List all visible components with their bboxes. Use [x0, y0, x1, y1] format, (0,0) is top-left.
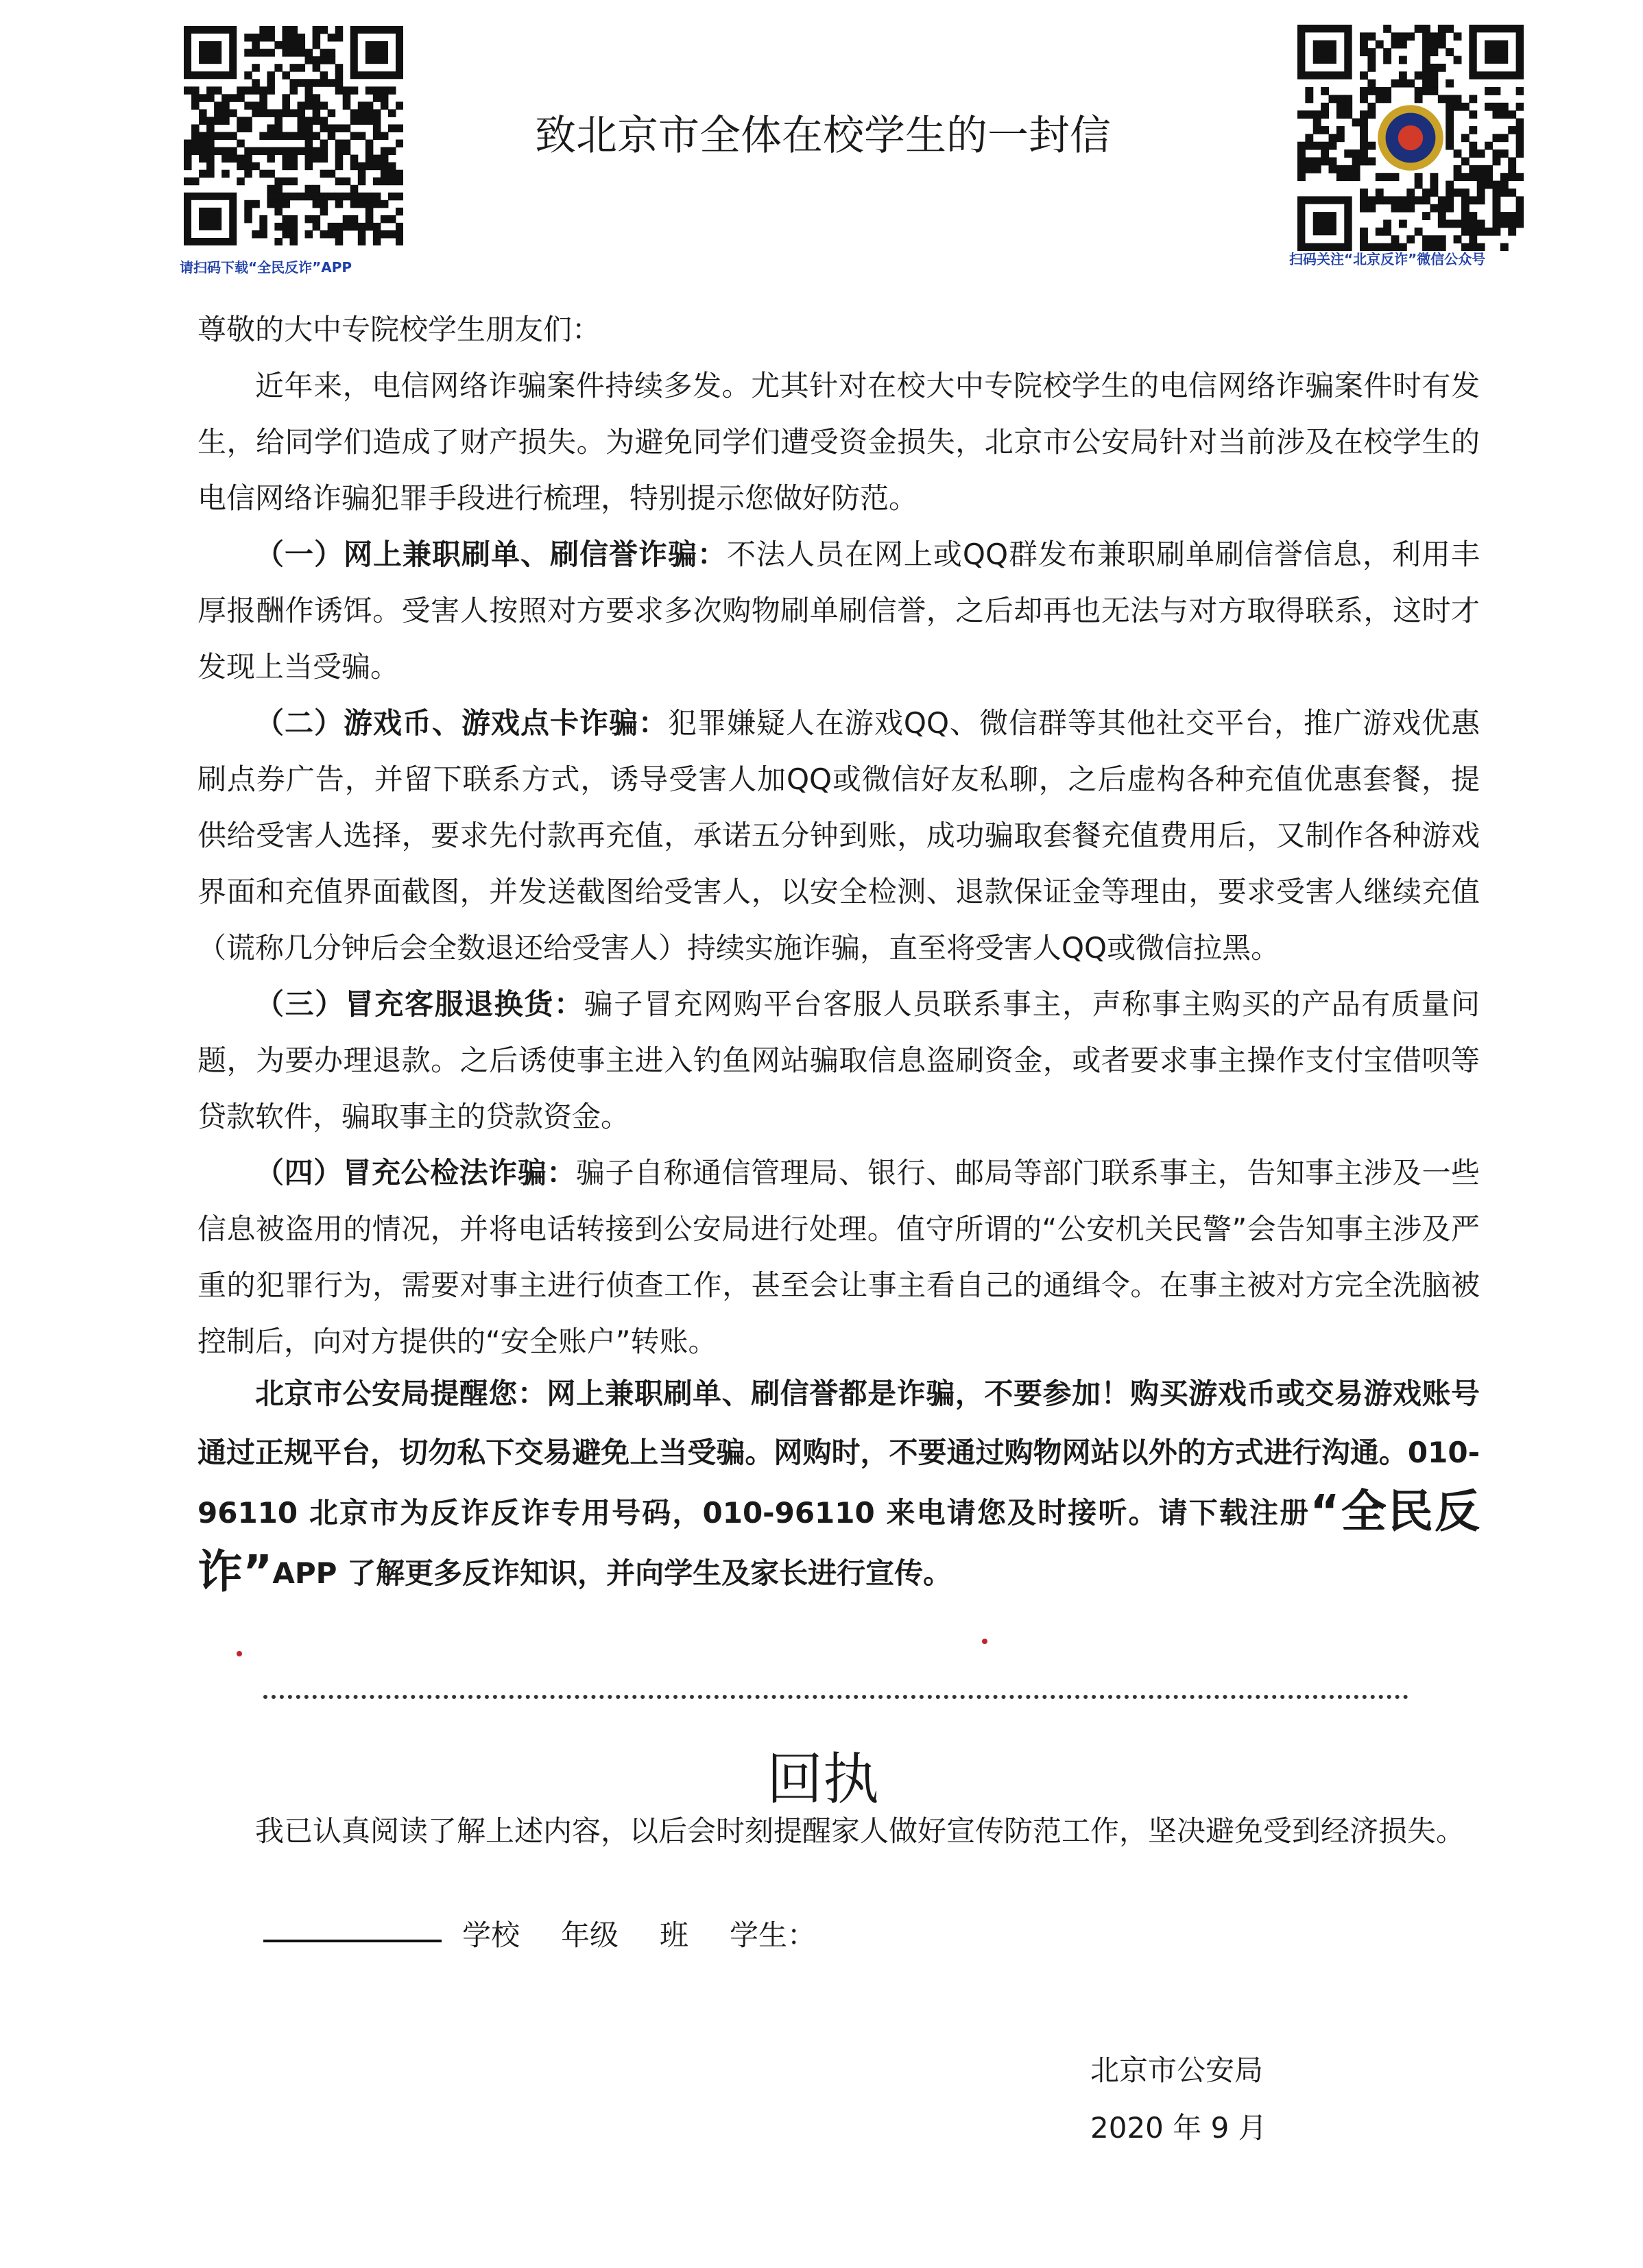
greeting: 尊敬的大中专院校学生朋友们： — [197, 313, 601, 346]
receipt-text: 我已认真阅读了解上述内容，以后会时刻提醒家人做好宣传防范工作，坚决避免受到经济损失。 — [255, 1814, 1465, 1848]
signature-block — [1090, 2042, 1267, 2157]
item-text: 骗子自称通信管理局、银行、邮局等部门联系事主，告知事主涉及一些信息被盗用的情况，并将电话转接到公安局进行处理。值守所谓的“公安机关民警”会告知事主涉及严重的犯罪行为，需要对事主进行侦查工作，甚至会让事主看自己的通缉令。在事主被对方完全洗脑被控制后，向对方提供的“安全账户”转账。 — [197, 1156, 1480, 1358]
school-blank-field[interactable] — [263, 1940, 442, 1942]
letter-body — [197, 302, 1480, 1370]
reminder-part1: 北京市公安局提醒您：网上兼职刷单、刷信誉都是诈骗，不要参加！购买游戏币或交易游戏账号通过正规平台，切勿私下交易避免上当受骗。网购时，不要通过购物网站以外的方式进行沟通。010-96110 北京市为反诈反诈专用号码，010-96110 来电请您及时接听。请下载注册 — [197, 1377, 1480, 1530]
reminder-paragraph — [197, 1364, 1480, 1603]
app-download-qr-code — [184, 26, 403, 245]
wechat-account-qr-code — [1297, 25, 1524, 251]
item-heading: （一）网上兼职刷单、刷信誉诈骗： — [255, 538, 727, 571]
app-name: “全民反诈” — [197, 1485, 1480, 1598]
item-text: 骗子冒充网购平台客服人员联系事主，声称事主购买的产品有质量问题，为要办理退款。之后诱使事主进入钓鱼网站骗取信息盗刷资金，或者要求事主操作支付宝借呗等贷款软件，骗取事主的贷款资金。 — [197, 987, 1480, 1133]
police-reminder — [197, 1364, 1480, 1603]
item-text: 犯罪嫌疑人在游戏QQ、微信群等其他社交平台，推广游戏优惠刷点券广告，并留下联系方式，诱导受害人加QQ或微信好友私聊，之后虚构各种充值优惠套餐，提供给受害人选择，要求先付款再充值，承诺五分钟到账，成功骗取套餐充值费用后，又制作各种游戏界面和充值界面截图，并发送截图给受害人，以安全检测、退款保证金等理由，要求受害人继续充值（谎称几分钟后会全数退还给受害人）持续实施诈骗，直至将受害人QQ或微信拉黑。 — [197, 706, 1480, 965]
item-heading: （三）冒充客服退换货： — [255, 987, 584, 1021]
receipt-body — [197, 1803, 1480, 1859]
item-text: 不法人员在网上或QQ群发布兼职刷单刷信誉信息，利用丰厚报酬作诱饵。受害人按照对方要求多次购物刷单刷信誉，之后却再也无法与对方取得联系，这时才发现上当受骗。 — [197, 538, 1480, 684]
signature-org: 北京市公安局 — [1090, 2053, 1264, 2087]
reminder-part2: APP 了解更多反诈知识，并向学生及家长进行宣传。 — [272, 1556, 952, 1590]
red-dot-mark — [982, 1639, 987, 1644]
red-dot-mark — [237, 1651, 242, 1656]
qr-left-caption: 请扫码下载“全民反诈”APP — [180, 259, 352, 276]
student-label: 学生： — [730, 1918, 817, 1952]
qr-right-caption: 扫码关注“北京反诈”微信公众号 — [1289, 251, 1486, 267]
receipt-title: 回执 — [766, 1747, 879, 1812]
cut-line-divider — [263, 1695, 1408, 1699]
class-label: 班 — [660, 1918, 689, 1952]
school-label: 学校 — [462, 1918, 520, 1952]
letter-title: 致北京市全体在校学生的一封信 — [535, 112, 1111, 160]
item-paragraph — [197, 976, 1480, 1145]
item-paragraph — [197, 527, 1480, 695]
item-heading: （四）冒充公检法诈骗： — [255, 1156, 576, 1190]
item-heading: （二）游戏币、游戏点卡诈骗： — [255, 706, 668, 740]
item-paragraph — [197, 695, 1480, 976]
signature-date: 2020 年 9 月 — [1090, 2111, 1267, 2145]
grade-label: 年级 — [561, 1918, 619, 1952]
item-paragraph — [197, 1145, 1480, 1370]
receipt-fill-line — [263, 1913, 816, 1954]
intro-paragraph: 近年来，电信网络诈骗案件持续多发。尤其针对在校大中专院校学生的电信网络诈骗案件时有发生，给同学们造成了财产损失。为避免同学们遭受资金损失，北京市公安局针对当前涉及在校学生的电信网络诈骗犯罪手段进行梳理，特别提示您做好防范。 — [197, 369, 1480, 515]
